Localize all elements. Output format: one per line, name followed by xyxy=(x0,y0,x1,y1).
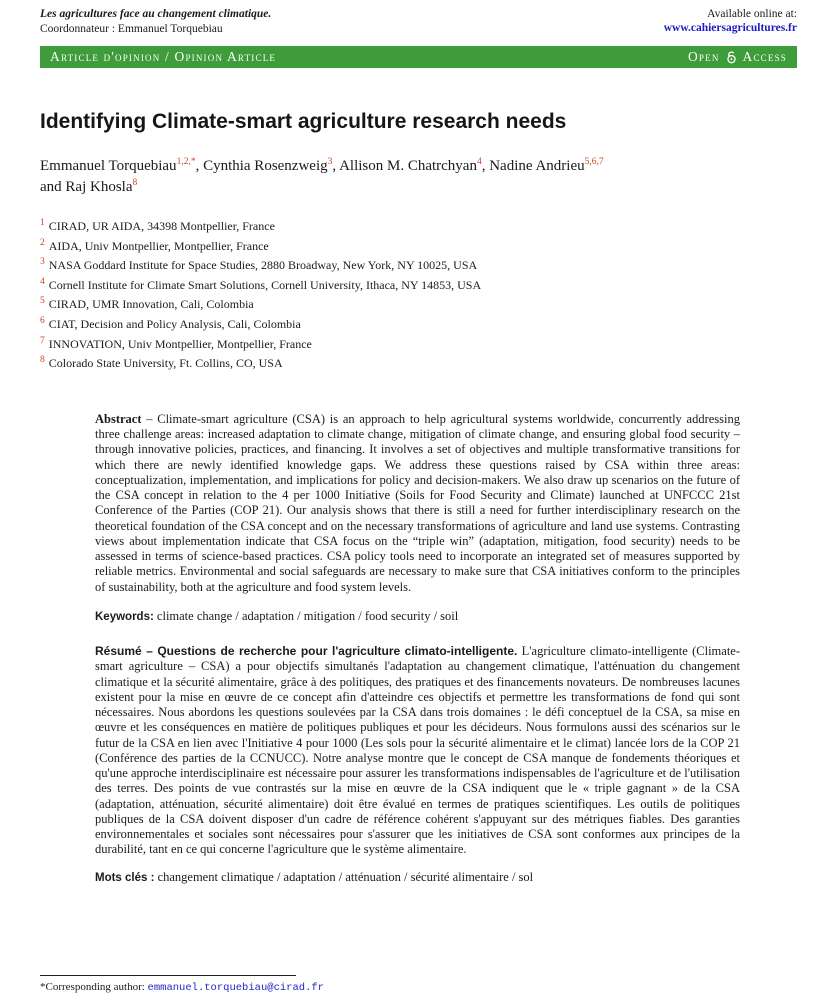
article-type-label: Article d'opinion / Opinion Article xyxy=(50,49,277,64)
author: , Nadine Andrieu$^{5,6,7}$ xyxy=(481,157,604,174)
page-header xyxy=(40,8,797,35)
abstract-text: Climate-smart agriculture (CSA) is an approach to help agricultural systems worldwide, concurrently addressing three challenge areas: increased adaptation to climate change, mitigation of climate change, and ensuring global food security – through innovative policies, practices, and financing. It involves a set of objectives and multiple transformative transitions for which there are newly identified knowledge gaps. We address these questions raised by CSA within three areas: conceptualization, implementation, and implications for policy and decision-makers. We also draw up scenarios on the future of the CSA concept in relation to the 4 per 1000 Initiative (Soils for Food Security and Climate) launched at UNFCCC 21st Conference of the Parties (COP 21). Our analysis shows that there is still a need for further interdisciplinary research on the theoretical foundation of the CSA concept and on the necessary transformations of agriculture and land use systems. Contrasting views about implementation indicate that CSA focus on the “triple win” (adaptation, mitigation, food security) needs to be assessed in terms of science-based practices. CSA policy tools need to incorporate an integrated set of measures supported by reliable metrics. Environmental and social safeguards are necessary to make sure that CSA initiatives conform to the principles of sustainability, both at the agriculture and food system levels. xyxy=(95,411,741,594)
author: Emmanuel Torquebiau$^{1,2,*}$ xyxy=(40,157,196,174)
author-superscript: 8 xyxy=(132,177,138,188)
author-superscript: 1,2,* xyxy=(176,157,196,167)
series-title: Les agricultures face au changement climatique. xyxy=(40,8,272,20)
mots-cles-text: changement climatique / adaptation / atténuation / sécurité alimentaire / sol xyxy=(154,869,534,884)
corresponding-author-email-link[interactable]: emmanuel.torquebiau@cirad.fr xyxy=(147,982,324,994)
affiliation-item: $^3$ NASA Goddard Institute for Space Studies, 2880 Broadway, New York, NY 10025, USA xyxy=(40,257,478,273)
corresponding-author-footnote xyxy=(40,975,324,994)
author: and Raj Khosla$^8$ xyxy=(40,177,138,195)
open-access-open-label: Open xyxy=(687,49,720,64)
affiliation-item: $^1$ CIRAD, UR AIDA, 34398 Montpellier, France xyxy=(40,218,275,233)
affiliation-item: $^2$ AIDA, Univ Montpellier, Montpellier, France xyxy=(40,237,269,253)
corresponding-author-label: *Corresponding author: xyxy=(40,981,148,993)
abstract-separator: – xyxy=(141,411,158,426)
available-online-label: Available online at: xyxy=(707,8,797,20)
series-block xyxy=(40,8,271,35)
article-title: Identifying Climate-smart agriculture research needs xyxy=(40,110,567,133)
journal-url-link[interactable]: www.cahiersagricultures.fr xyxy=(663,22,797,34)
abstract-section xyxy=(95,412,740,595)
resume-text: L'agriculture climato-intelligente (Climate-smart agriculture – CSA) a pour objectifs simultanés l'adaptation au changement climatique, l'atténuation du changement climatique et la sécurité alimentaire, grâce à des politiques, des pratiques et des financements novateurs. De nombreuses lacunes existent pour la mise en œuvre de ce concept afin d'atteindre ces objectifs et permettre les transformations de fond qui sont nécessaires. Nous abordons les questions soulevées par la CSA dans trois domaines : le défi conceptuel de la CSA, sa mise en œuvre et les conséquences en matière de politiques publiques et pour les décideurs. Nous formulons aussi des scénarios sur le futur de la CSA en lien avec l'Initiative 4 pour 1000 (Les sols pour la sécurité alimentaire et le climat) lancée lors de la COP 21 (Conférence des parties de la CCNUCC). Notre analyse montre que le concept de CSA manque de fondements théoriques et qu'une approche interdisciplinaire est nécessaire pour assurer les transformations indispensables de l'agriculture et de l'utilisation des terres. Des points de vue contrastés sur la mise en œuvre de la CSA indiquent que le « triple gagnant » de la CSA (adaptation, atténuation, sécurité alimentaire) doit être évalué en termes de pratiques scientifiques. Les outils de politiques publiques de la CSA doivent disposer d'un cadre de référence cohérent s'appuyant sur des métriques fiables. Des garanties environnementales et sociales sont nécessaires pour s'assurer que les initiatives de CSA sont conformes aux principes de la durabilité, tant en ce qui concerne l'agriculture que le système alimentaire. xyxy=(95,644,740,857)
mots-cles-label: Mots clés : xyxy=(95,871,155,884)
abstract-label: Abstract xyxy=(95,411,142,426)
available-online-block xyxy=(664,8,797,34)
resume-section xyxy=(95,644,740,858)
open-access-access-label: Access xyxy=(742,49,787,64)
keywords-text: climate change / adaptation / mitigation / food security / soil xyxy=(153,608,459,623)
keywords-label: Keywords: xyxy=(95,610,154,623)
affiliation-item: $^5$ CIRAD, UMR Innovation, Cali, Colombia xyxy=(40,296,254,312)
affiliation-list xyxy=(40,217,797,372)
mots-cles-section xyxy=(95,870,740,885)
affiliation-item: $^8$ Colorado State University, Ft. Collins, CO, USA xyxy=(40,355,283,371)
author-superscript: 4 xyxy=(476,157,482,167)
open-access-lock-icon xyxy=(725,51,738,64)
author: , Cynthia Rosenzweig$^3$ xyxy=(195,157,333,174)
keywords-section xyxy=(95,609,740,624)
author-superscript: 3 xyxy=(327,157,333,167)
affiliation-item: $^7$ INNOVATION, Univ Montpellier, Montpellier, France xyxy=(40,335,312,351)
open-access-badge xyxy=(688,49,787,65)
footnote-divider xyxy=(40,975,296,976)
author-line xyxy=(40,156,797,197)
author-superscript: 5,6,7 xyxy=(584,157,604,167)
series-coordinator: Coordonnateur : Emmanuel Torquebiau xyxy=(40,23,223,35)
affiliation-item: $^6$ CIAT, Decision and Policy Analysis, Cali, Colombia xyxy=(40,315,301,331)
resume-label: Résumé – Questions de recherche pour l'agriculture climato-intelligente. xyxy=(95,644,518,658)
article-type-banner xyxy=(40,46,797,68)
author: , Allison M. Chatrchyan$^4$ xyxy=(332,157,482,174)
affiliation-item: $^4$ Cornell Institute for Climate Smart Solutions, Cornell University, Ithaca, NY 14853, USA xyxy=(40,276,482,292)
